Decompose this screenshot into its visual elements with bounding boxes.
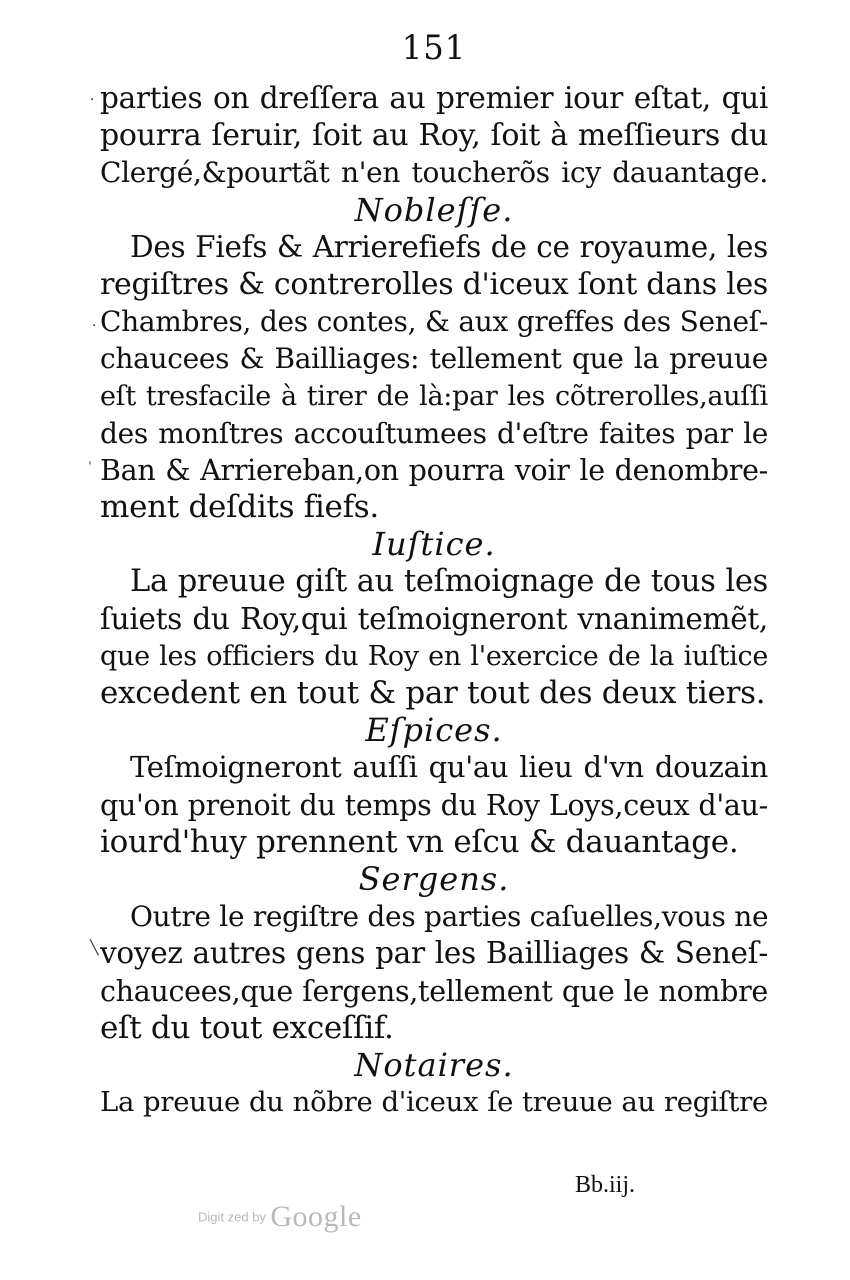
text-line: iourd'huy prennent vn eſcu & dauantage. xyxy=(100,823,739,860)
text-line: eſt tresfacile à tirer de là:par les cõtrerolles,auſſi xyxy=(100,380,768,412)
text-line: qu'on prenoit du temps du Roy Loys,ceux d'au- xyxy=(100,788,768,822)
margin-mark: · xyxy=(92,318,97,334)
margin-mark: ╲ xyxy=(90,940,99,956)
section-heading: Iuſtice. xyxy=(372,525,496,564)
body-text xyxy=(100,80,768,1121)
signature-mark: Bb.iij. xyxy=(575,1172,636,1198)
google-watermark xyxy=(198,1200,362,1234)
text-line: pourra ſeruir, ſoit au Roy, ſoit à meſſieurs du xyxy=(100,118,768,154)
text-line: excedent en tout & par tout des deux tiers. xyxy=(100,675,766,711)
text-line: que les officiers du Roy en l'exercice de la iuſtice xyxy=(100,640,768,672)
margin-mark: · xyxy=(90,92,95,108)
text-line: chaucees,que ſergens,tellement que le nombre xyxy=(100,974,768,1008)
text-line: Ban & Arriereban,on pourra voir le denombre- xyxy=(100,453,768,487)
text-line: La preuue du nõbre d'iceux ſe treuue au regiſtre xyxy=(100,1086,768,1119)
text-line: regiſtres & contrerolles d'iceux ſont dans les xyxy=(100,266,768,302)
text-line: parties on dreſſera au premier iour eſtat, qui xyxy=(100,81,768,115)
text-line: Outre le regiſtre des parties caſuelles,vous ne xyxy=(130,900,769,934)
watermark-prefix: Digit zed by xyxy=(198,1209,266,1225)
watermark-brand: Google xyxy=(270,1200,362,1233)
text-line: La preuue giſt au teſmoignage de tous les xyxy=(130,564,768,600)
text-line: Des Fiefs & Arrierefiefs de ce royaume, les xyxy=(130,229,768,264)
section-heading: Eſpices. xyxy=(365,711,503,750)
text-line: des monſtres accouſtumees d'eſtre faites par le xyxy=(100,416,768,450)
section-heading: Nobleſſe. xyxy=(354,190,514,229)
text-line: ment deſdits fiefs. xyxy=(100,489,379,526)
page-number: 151 xyxy=(401,28,467,68)
text-line: chaucees & Bailliages: tellement que la preuue xyxy=(100,342,768,376)
text-line: Chambres, des contes, & aux greffes des Seneſ- xyxy=(100,305,768,339)
text-line: Clergé,&pourtãt n'en toucherõs icy dauantage. xyxy=(100,156,768,190)
text-line: Teſmoigneront auſſi qu'au lieu d'vn douzain xyxy=(130,750,768,785)
margin-mark: ˈ xyxy=(88,460,92,476)
text-line: ſuiets du Roy,qui teſmoigneront vnanimemẽt, xyxy=(100,601,768,636)
section-heading: Sergens. xyxy=(358,859,510,898)
text-line: eſt du tout exceſſif. xyxy=(100,1009,394,1046)
text-line: voyez autres gens par les Bailliages & Seneſ- xyxy=(100,936,768,971)
section-heading: Notaires. xyxy=(354,1045,514,1084)
